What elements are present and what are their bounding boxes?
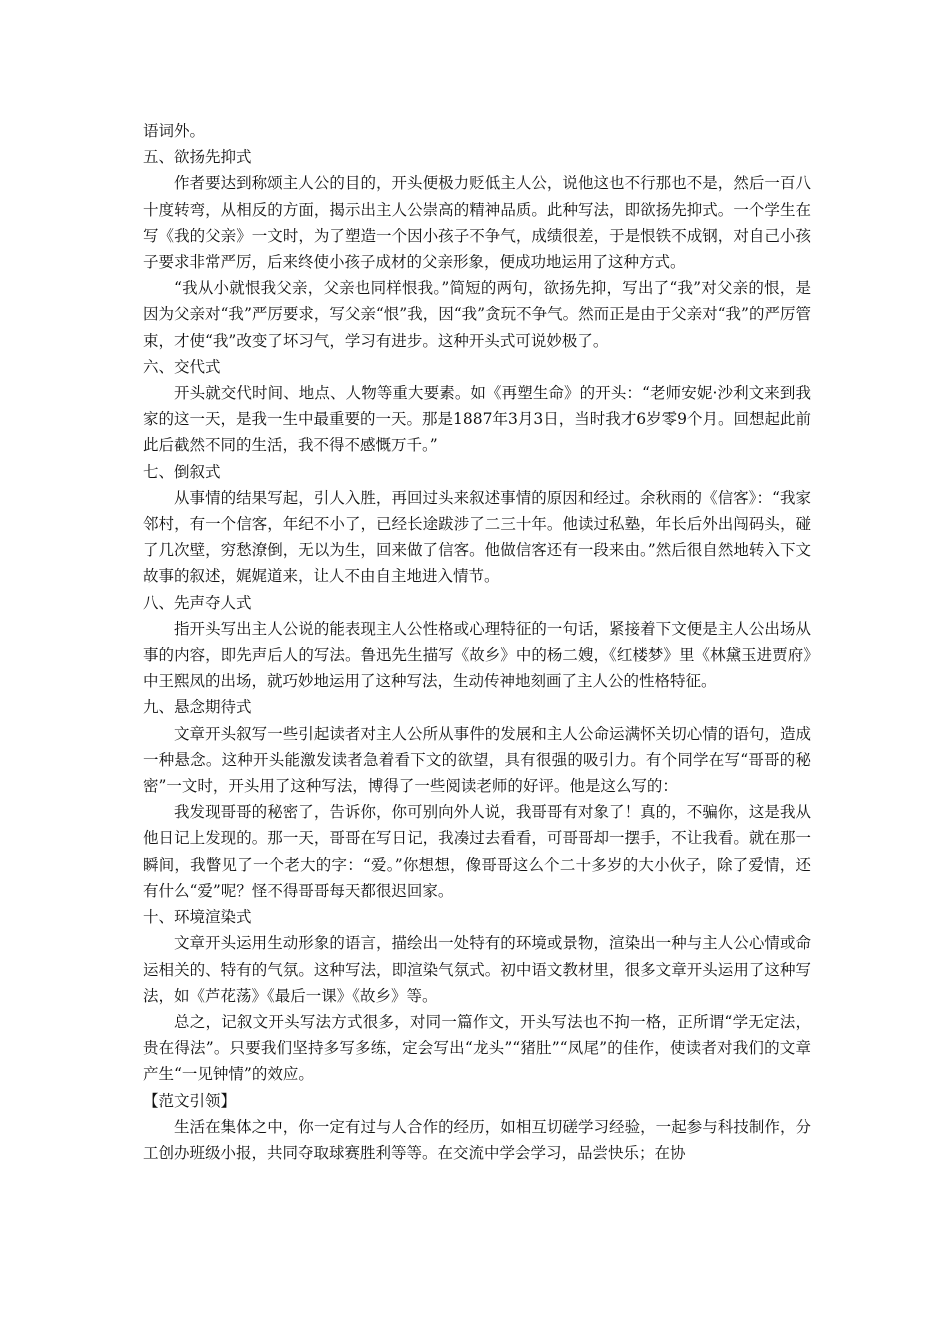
section-heading-9: 九、悬念期待式 [143, 698, 252, 717]
paragraph: 指开头写出主人公说的能表现主人公性格或心理特征的一句话，紧接着下文便是主人公出场从事的内容，即先声后人的写法。鲁迅先生描写《故乡》中的杨二嫂，《红楼梦》里《林黛玉进贾府》中王熙凤的出场，就巧妙地运用了这种写法，生动传神地刻画了主人公的性格特征。 [143, 619, 811, 691]
section-heading-10: 十、环境渲染式 [143, 908, 252, 927]
section-heading-6: 六、交代式 [143, 357, 221, 376]
paragraph: 文章开头运用生动形象的语言，描绘出一处特有的环境或景物，渲染出一种与主人公心情或命运相关的、特有的气氛。这种写法，即渲染气氛式。初中语文教材里，很多文章开头运用了这种写法，如《芦花荡》《最后一课》《故乡》等。 [143, 934, 811, 1005]
model-essay-heading: 【范文引领】 [143, 1091, 237, 1110]
section-heading-5: 五、欲扬先抑式 [143, 148, 252, 167]
paragraph: “我从小就恨我父亲，父亲也同样恨我。”简短的两句，欲扬先抑，写出了“我”对父亲的恨，是因为父亲对“我”严厉要求，写父亲“恨”我，因“我”贪玩不争气。然而正是由于父亲对“我”的严厉管束，才使“我”改变了坏习气，学习有进步。这种开头式可说妙极了。 [143, 279, 811, 350]
section-heading-8: 八、先声夺人式 [143, 593, 252, 612]
paragraph: 作者要达到称颂主人公的目的，开头便极力贬低主人公，说他这也不行那也不是，然后一百八十度转弯，从相反的方面，揭示出主人公崇高的精神品质。此种写法，即欲扬先抑式。一个学生在写《我的父亲》一文时，为了塑造一个因小孩子不争气，成绩很差，于是恨铁不成钢，对自己小孩子要求非常严厉，后来终使小孩子成材的父亲形象，便成功地运用了这种方式。 [143, 174, 811, 272]
paragraph: 文章开头叙写一些引起读者对主人公所从事件的发展和主人公命运满怀关切心情的语句，造成一种悬念。这种开头能激发读者急着看下文的欲望，具有很强的吸引力。有个同学在写“哥哥的秘密”一文时，开头用了这种写法，博得了一些阅读老师的好评。他是这么写的： [143, 724, 811, 796]
paragraph: 生活在集体之中，你一定有过与人合作的经历，如相互切磋学习经验，一起参与科技制作，分工创办班级小报，共同夺取球赛胜利等等。在交流中学会学习，品尝快乐；在协 [143, 1117, 811, 1162]
section-heading-7: 七、倒叙式 [143, 462, 221, 481]
paragraph: 我发现哥哥的秘密了，告诉你，你可别向外人说，我哥哥有对象了！真的，不骗你，这是我从他日记上发现的。那一天，哥哥在写日记，我凑过去看看，可哥哥却一摆手，不让我看。就在那一瞬间，我瞥见了一个老大的字：“爱。”你想想，像哥哥这么个二十多岁的大小伙子，除了爱情，还有什么“爱”呢？怪不得哥哥每天都很迟回家。 [143, 803, 811, 900]
paragraph: 从事情的结果写起，引人入胜，再回过头来叙述事情的原因和经过。余秋雨的《信客》：“我家邻村，有一个信客，年纪不小了，已经长途跋涉了二三十年。他读过私塾，年长后外出闯码头，碰了几次壁，穷愁潦倒，无以为生，回来做了信客。他做信客还有一段来由。”然后很自然地转入下文故事的叙述，娓娓道来，让人不由自主地进入情节。 [143, 488, 811, 586]
continued-text: 语词外。 [143, 122, 206, 140]
paragraph: 总之，记叙文开头写法方式很多，对同一篇作文，开头写法也不拘一格，正所谓“学无定法，贵在得法”。只要我们坚持多写多练，定会写出“龙头”“猪肚”“凤尾”的佳作，使读者对我们的文章产生“一见钟情”的效应。 [143, 1012, 811, 1084]
document-page [143, 118, 811, 1166]
paragraph: 开头就交代时间、地点、人物等重大要素。如《再塑生命》的开头：“老师安妮·沙利文来到我家的这一天，是我一生中最重要的一天。那是1887年3月3日，当时我才6岁零9个月。回想起此前此后截然不同的生活，我不得不感慨万千。” [143, 384, 811, 455]
